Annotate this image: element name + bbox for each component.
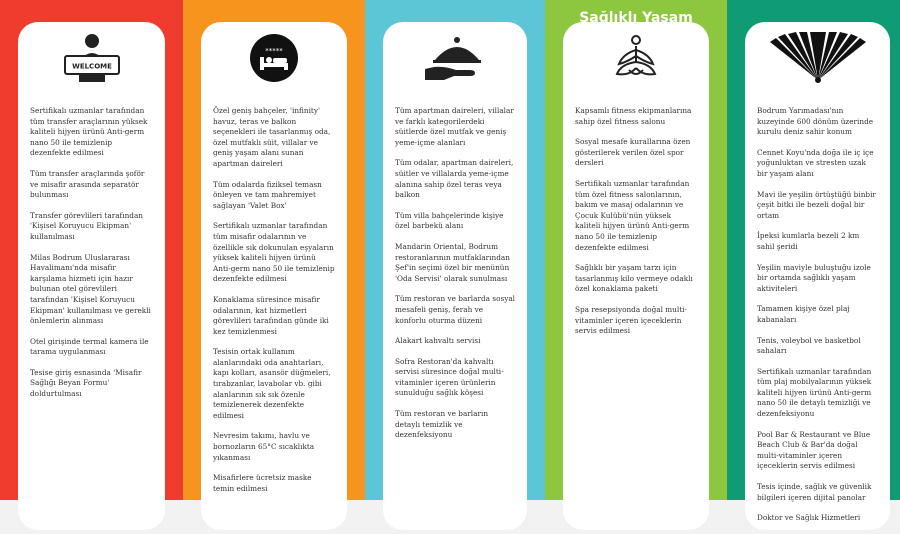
list-item: Mandarin Oriental, Bodrum restoranlarının mutfaklarından Şef'in seçimi özel bir menünün 'Oda Servisi' olarak sunulması bbox=[395, 241, 510, 283]
hotel-stars: ***** bbox=[265, 47, 283, 55]
list-item: Tüm apartman daireleri, villalar ve farklı kategorilerdeki süitlerde özel mutfak ve geniş yeme-içme alanları bbox=[395, 106, 514, 147]
list-item: Tüm villa bahçelerinde kişiye özel barbekü alanı bbox=[395, 210, 504, 231]
column-transfer bbox=[0, 0, 183, 500]
list-item: Tüm restoran ve barlarda sosyal mesafeli geniş, ferah ve konforlu oturma düzeni bbox=[395, 294, 516, 325]
cloche-service-icon bbox=[383, 30, 527, 86]
list-item: Mavi ile yeşilin örtüştüğü binbir çeşit bitki ile bezeli doğal bir ortam bbox=[757, 189, 876, 220]
column-wellness bbox=[545, 0, 727, 500]
list-item: Tesisin ortak kullanım alanlarındaki oda anahtarları, kapı kolları, asansör düğmeleri, tırabzanlar, lavabolar vb. gibi alanlarının sık sık özenle temizlenerek dezenfekte edilmesi bbox=[213, 347, 331, 420]
list-item: Misafirlere ücretsiz maske temin edilmesi bbox=[213, 473, 312, 493]
list-item: Sofra Restoran'da kahvaltı servisi süresince doğal multi-vitaminler içeren ürünlerin sunulduğu sağlık köşesi bbox=[395, 356, 504, 398]
card bbox=[745, 22, 890, 530]
column-title: Sağlıklı Yaşam bbox=[579, 10, 693, 26]
list-item: Tamamen kişiye özel plaj kabanaları bbox=[757, 304, 850, 324]
list-item: Tüm transfer araçlarında şoför ve misafir arasında separatör bulunması bbox=[30, 168, 145, 200]
fan-logo-icon bbox=[745, 30, 890, 86]
list-item: Kapsamlı fitness ekipmanlarına sahip özel fitness salonu bbox=[575, 106, 692, 126]
list-item: Sertifikalı uzmanlar tarafından tüm transfer araçlarının yüksek kaliteli hijyen ürünü Anti-germ nano 50 ile temizlenip dezenfekte edilmesi bbox=[30, 106, 148, 158]
list-item: Tüm odalarda fiziksel temasn önleyen ve tam mahremiyet sağlayan 'Valet Box' bbox=[213, 179, 322, 210]
list-item: Bodrum Yarımadası'nın kuzeyinde 600 dönüm üzerinde kurulu deniz sahir konum bbox=[757, 106, 874, 137]
list-item: İpeksi kumlarla bezeli 2 km sahil şeridi bbox=[757, 231, 860, 251]
list-item: Konaklama süresince misafir odalarının, kat hizmetleri görevlileri tarafından günde iki kez temizlenmesi bbox=[213, 294, 329, 336]
column-dining bbox=[365, 0, 545, 500]
welcome-sign-icon bbox=[18, 30, 165, 86]
list-item: Tüm odalar, apartman daireleri, süitler ve villalarda yeme-içme alanına sahip özel teras veya balkon bbox=[395, 158, 514, 200]
list-item: Otel girişinde termal kamera ile tarama uygulanması bbox=[30, 336, 149, 357]
hotel-bed-icon bbox=[201, 30, 347, 86]
card bbox=[201, 22, 347, 530]
list-item: Spa resepsiyonda doğal multi-vitaminler içeren içeceklerin servis edilmesi bbox=[575, 304, 687, 336]
list-item: Tesis içinde, sağlık ve güvenlik bilgileri içeren dijital panolar bbox=[757, 482, 872, 502]
column-nature bbox=[727, 0, 900, 523]
card bbox=[18, 22, 165, 530]
list-item: Milas Bodrum Uluslararası Havalimanı'nda misafir karşılama hizmeti için hazır bulunan otel görevlileri tarafından 'Kişisel Koruyucu Ekipman' kullanılması ve gerekli önlemlerin alınması bbox=[30, 252, 151, 326]
list-item: Sertifikalı uzmanlar tarafından tüm özel fitness salonlarının, bakım ve masaj odalarının ve Çocuk Kulübü'nün yüksek kaliteli hijyen ürünü Anti-germ nano 50 ile temizlenip dezenfekte edilmesi bbox=[575, 178, 690, 252]
list-item: Tüm restoran ve barların detaylı temizlik ve dezenfeksiyonu bbox=[395, 409, 489, 440]
column-rooms bbox=[183, 0, 365, 500]
welcome-sign-text: WELCOME bbox=[71, 62, 112, 71]
list-item: Sertifikalı uzmanlar tarafından tüm misafir odalarının ve özellikle sık dokunulan eşyaların yüksek kaliteli hijyen ürünü Anti-germ nano 50 ile temizlenip dezenfekte edilmesi bbox=[213, 221, 335, 284]
card bbox=[383, 22, 527, 530]
list-item: Cennet Koyu'nda doğa ile iç içe yoğunluktan ve stresten uzak bir yaşam alanı bbox=[757, 147, 874, 178]
list-item: Doktor ve Sağlık Hizmetleri bbox=[757, 513, 861, 523]
list-item: Yeşilin maviyle buluştuğu izole bir ortamda sağlıklı yaşam aktiviteleri bbox=[757, 262, 871, 293]
list-item: Nevresim takımı, havlu ve bornozların 65°C sıcaklıkta yıkanması bbox=[213, 431, 315, 462]
list-item: Sosyal mesafe kurallarına özen gösterilerek verilen özel spor dersleri bbox=[575, 137, 691, 168]
card bbox=[563, 10, 709, 530]
list-item: Tenis, voleybol ve basketbol sahaları bbox=[757, 335, 861, 356]
list-item: Sağlıklı bir yaşam tarzı için tasarlanmış kilo vermeye odaklı özel konaklama paketi bbox=[575, 263, 693, 294]
list-item: Transfer görevlileri tarafından 'Kişisel Koruyucu Ekipman' kullanılması bbox=[30, 210, 144, 241]
list-item: Özel geniş bahçeler, 'infinity' havuz, teras ve balkon seçenekleri ile tasarlanmış oda, özel mutfaklı süit, villalar ve geniş yaşam alanı sunan apartman daireleri bbox=[213, 106, 331, 168]
list-item: Alakart kahvaltı servisi bbox=[395, 336, 481, 346]
list-item: Pool Bar & Restaurant ve Blue Beach Club & Bar'da doğal multi-vitaminler içeren içeceklerin servis edilmesi bbox=[757, 429, 871, 471]
list-item: Sertifikalı uzmanlar tarafından tüm plaj mobilyalarının yüksek kaliteli hijyen ürünü Anti-germ nano 50 ile detaylı temizliği ve dezenfeksiyonu bbox=[757, 366, 872, 419]
list-item: Tesise giriş esnasında 'Misafir Sağlığı Beyan Formu' doldurtulması bbox=[30, 367, 142, 399]
lotus-icon bbox=[563, 30, 709, 86]
